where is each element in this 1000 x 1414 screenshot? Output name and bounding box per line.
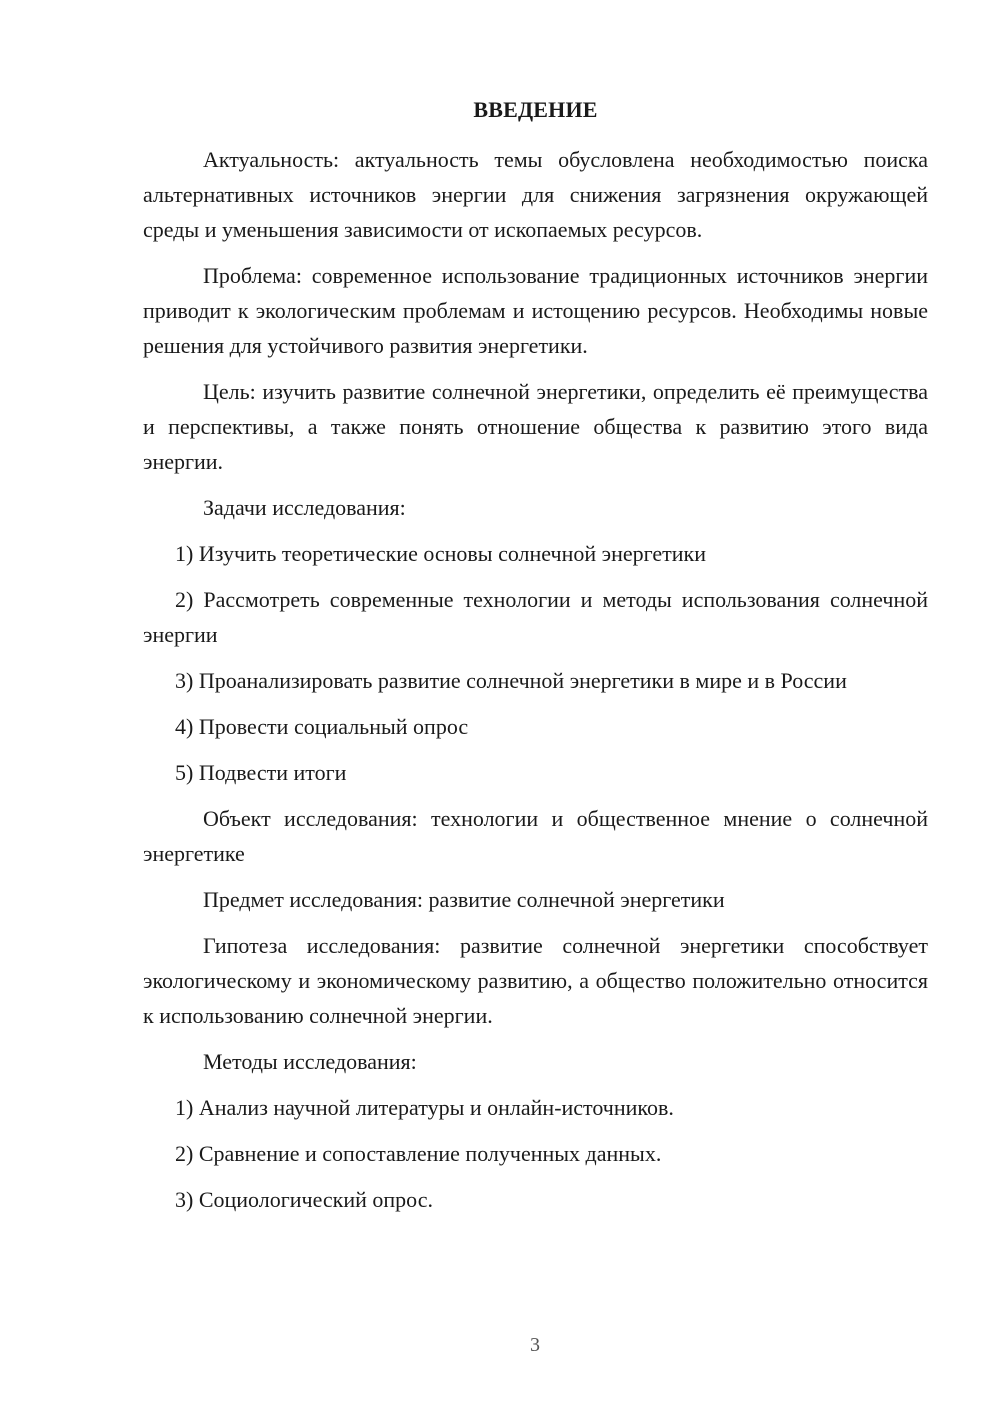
object-paragraph: Объект исследования: технологии и общественное мнение о солнечной энергетике — [143, 806, 928, 866]
page-title: ВВЕДЕНИЕ — [473, 97, 598, 122]
task-item-4: 4) Провести социальный опрос — [175, 714, 469, 739]
problem-paragraph: Проблема: современное использование традиционных источников энергии приводит к экологическим проблемам и истощению ресурсов. Необходимы новые решения для устойчивого развития энергетики. — [143, 263, 928, 358]
document-page — [143, 92, 928, 1228]
method-item-1: 1) Анализ научной литературы и онлайн-источников. — [175, 1095, 674, 1120]
method-item-3: 3) Социологический опрос. — [175, 1187, 433, 1212]
task-item-1: 1) Изучить теоретические основы солнечной энергетики — [175, 541, 706, 566]
page-number: 3 — [530, 1334, 540, 1356]
methods-heading: Методы исследования: — [203, 1049, 417, 1074]
task-item-5: 5) Подвести итоги — [175, 760, 347, 785]
relevance-paragraph: Актуальность: актуальность темы обусловлена необходимостью поиска альтернативных источников энергии для снижения загрязнения окружающей среды и уменьшения зависимости от ископаемых ресурсов. — [143, 147, 928, 242]
tasks-heading: Задачи исследования: — [203, 495, 406, 520]
task-item-2: 2) Рассмотреть современные технологии и методы использования солнечной энергии — [143, 587, 928, 647]
task-item-3: 3) Проанализировать развитие солнечной энергетики в мире и в России — [175, 668, 847, 693]
goal-paragraph: Цель: изучить развитие солнечной энергетики, определить её преимущества и перспективы, а также понять отношение общества к развитию этого вида энергии. — [143, 379, 928, 474]
hypothesis-paragraph: Гипотеза исследования: развитие солнечной энергетики способствует экологическому и экономическому развитию, а общество положительно относится к использованию солнечной энергии. — [143, 933, 928, 1028]
subject-paragraph: Предмет исследования: развитие солнечной энергетики — [203, 887, 725, 912]
method-item-2: 2) Сравнение и сопоставление полученных данных. — [175, 1141, 662, 1166]
